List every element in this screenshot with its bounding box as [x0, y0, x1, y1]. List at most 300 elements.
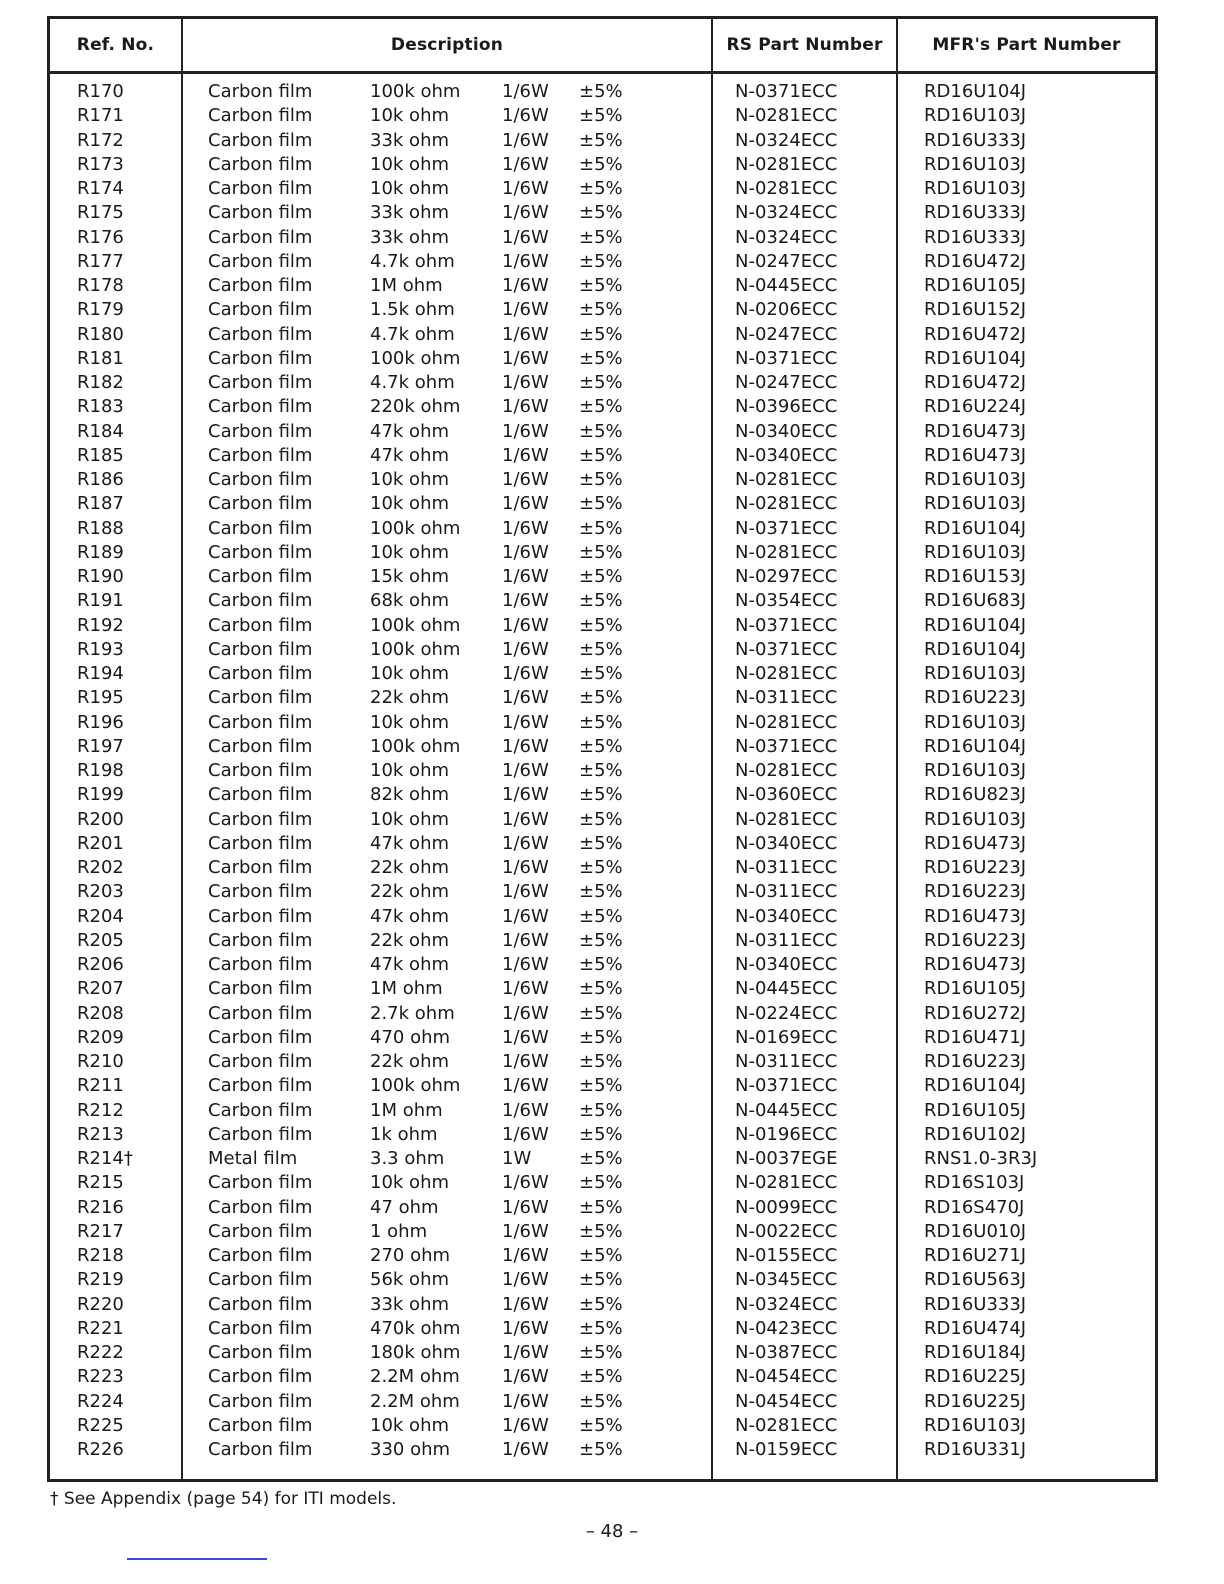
wattage-cell: 1/6W [502, 881, 549, 903]
ref-no-cell: R201 [77, 832, 124, 854]
mfr-part-cell: RD16U563J [924, 1269, 1027, 1291]
mfr-part-cell: RD16U473J [924, 832, 1027, 854]
tolerance-cell: ±5% [579, 735, 623, 757]
value-cell: 1M ohm [370, 275, 443, 296]
value-cell: 330 ohm [370, 1439, 451, 1460]
rs-part-cell: N-0454ECC [735, 1366, 838, 1388]
mfr-part-cell: RD16U224J [924, 396, 1027, 418]
mfr-part-cell: RD16U105J [924, 275, 1027, 296]
rs-part-cell: N-0371ECC [735, 614, 838, 636]
ref-no-cell: R191 [77, 590, 124, 612]
rs-part-cell: N-0281ECC [735, 541, 838, 563]
value-cell: 22k ohm [370, 929, 450, 951]
table-row [50, 226, 1155, 250]
tolerance-cell: ±5% [579, 1026, 623, 1048]
value-cell: 220k ohm [370, 396, 461, 418]
table-row [50, 80, 1155, 104]
tolerance-cell: ±5% [579, 275, 623, 296]
type-cell: Carbon film [208, 857, 313, 878]
tolerance-cell: ±5% [579, 1148, 623, 1169]
type-cell: Carbon film [208, 299, 313, 321]
tolerance-cell: ±5% [579, 590, 623, 612]
table-row [50, 1026, 1155, 1050]
wattage-cell: 1/6W [502, 1196, 549, 1218]
ref-no-cell: R183 [77, 396, 124, 418]
tolerance-cell: ±5% [579, 1172, 623, 1194]
ref-no-cell: R221 [77, 1317, 124, 1339]
table-row [50, 1390, 1155, 1414]
value-cell: 180k ohm [370, 1342, 461, 1363]
tolerance-cell: ±5% [579, 541, 623, 563]
tolerance-cell: ±5% [579, 444, 623, 466]
tolerance-cell: ±5% [579, 1269, 623, 1291]
type-cell: Carbon film [208, 517, 313, 539]
rs-part-cell: N-0281ECC [735, 493, 838, 515]
tolerance-cell: ±5% [579, 323, 623, 345]
value-cell: 2.7k ohm [370, 1002, 455, 1024]
tolerance-cell: ±5% [579, 129, 623, 151]
value-cell: 270 ohm [370, 1245, 451, 1266]
value-cell: 4.7k ohm [370, 372, 455, 393]
mfr-part-cell: RD16U333J [924, 202, 1027, 224]
table-row [50, 153, 1155, 177]
type-cell: Carbon film [208, 420, 313, 442]
rs-part-cell: N-0281ECC [735, 663, 838, 684]
mfr-part-cell: RD16U010J [924, 1220, 1027, 1242]
mfr-part-cell: RD16U225J [924, 1366, 1027, 1388]
mfr-part-cell: RD16U103J [924, 663, 1027, 684]
mfr-part-cell: RD16U104J [924, 81, 1027, 102]
table-row [50, 250, 1155, 274]
type-cell: Carbon film [208, 1317, 313, 1339]
type-cell: Carbon film [208, 226, 313, 248]
mfr-part-cell: RD16U333J [924, 226, 1027, 248]
value-cell: 3.3 ohm [370, 1148, 445, 1169]
value-cell: 10k ohm [370, 760, 450, 781]
type-cell: Carbon film [208, 1123, 313, 1145]
tolerance-cell: ±5% [579, 1317, 623, 1339]
mfr-part-cell: RD16U271J [924, 1245, 1027, 1266]
type-cell: Carbon film [208, 323, 313, 345]
type-cell: Carbon film [208, 929, 313, 951]
value-cell: 470k ohm [370, 1317, 461, 1339]
mfr-part-cell: RD16U223J [924, 1051, 1027, 1072]
type-cell: Carbon film [208, 129, 313, 151]
value-cell: 10k ohm [370, 1172, 450, 1194]
table-row [50, 1002, 1155, 1026]
wattage-cell: 1/6W [502, 905, 549, 927]
value-cell: 2.2M ohm [370, 1366, 460, 1388]
rs-part-cell: N-0340ECC [735, 905, 838, 927]
wattage-cell: 1/6W [502, 1414, 549, 1436]
wattage-cell: 1/6W [502, 1366, 549, 1388]
mfr-part-cell: RD16U104J [924, 638, 1027, 660]
wattage-cell: 1/6W [502, 396, 549, 418]
mfr-part-cell: RD16U105J [924, 978, 1027, 1000]
rs-part-cell: N-0371ECC [735, 1075, 838, 1097]
header-ref-no: Ref. No. [76, 35, 155, 55]
wattage-cell: 1/6W [502, 638, 549, 660]
mfr-part-cell: RD16U103J [924, 1414, 1027, 1436]
value-cell: 10k ohm [370, 469, 450, 490]
wattage-cell: 1/6W [502, 469, 549, 490]
wattage-cell: 1/6W [502, 1317, 549, 1339]
tolerance-cell: ±5% [579, 1099, 623, 1121]
ref-no-cell: R222 [77, 1342, 124, 1363]
ref-no-cell: R179 [77, 299, 124, 321]
table-row [50, 638, 1155, 662]
wattage-cell: 1/6W [502, 711, 549, 733]
value-cell: 47 ohm [370, 1196, 439, 1218]
type-cell: Carbon film [208, 760, 313, 781]
wattage-cell: 1/6W [502, 275, 549, 296]
wattage-cell: 1/6W [502, 323, 549, 345]
page-number: – 48 – [585, 1521, 639, 1542]
tolerance-cell: ±5% [579, 1439, 623, 1460]
mfr-part-cell: RD16U683J [924, 590, 1027, 612]
footnote: † See Appendix (page 54) for ITI models. [50, 1489, 397, 1509]
table-row [50, 929, 1155, 953]
mfr-part-cell: RD16S470J [924, 1196, 1025, 1218]
value-cell: 33k ohm [370, 202, 450, 224]
wattage-cell: 1/6W [502, 832, 549, 854]
value-cell: 100k ohm [370, 614, 461, 636]
tolerance-cell: ±5% [579, 1342, 623, 1363]
type-cell: Carbon film [208, 469, 313, 490]
mfr-part-cell: RD16U223J [924, 687, 1027, 709]
header-divider [50, 71, 1155, 74]
ref-no-cell: R180 [77, 323, 124, 345]
value-cell: 22k ohm [370, 881, 450, 903]
tolerance-cell: ±5% [579, 493, 623, 515]
type-cell: Carbon film [208, 784, 313, 806]
ref-no-cell: R189 [77, 541, 124, 563]
rs-part-cell: N-0445ECC [735, 978, 838, 1000]
table-row [50, 347, 1155, 371]
table-row [50, 177, 1155, 201]
tolerance-cell: ±5% [579, 517, 623, 539]
ref-no-cell: R181 [77, 347, 124, 369]
rs-part-cell: N-0345ECC [735, 1269, 838, 1291]
table-row [50, 1341, 1155, 1365]
tolerance-cell: ±5% [579, 808, 623, 830]
table-row [50, 1220, 1155, 1244]
rs-part-cell: N-0224ECC [735, 1002, 838, 1024]
tolerance-cell: ±5% [579, 81, 623, 102]
value-cell: 33k ohm [370, 129, 450, 151]
rs-part-cell: N-0387ECC [735, 1342, 838, 1363]
type-cell: Carbon film [208, 1172, 313, 1194]
table-row [50, 541, 1155, 565]
mfr-part-cell: RD16U104J [924, 735, 1027, 757]
ref-no-cell: R185 [77, 444, 124, 466]
ref-no-cell: R219 [77, 1269, 124, 1291]
tolerance-cell: ±5% [579, 372, 623, 393]
value-cell: 1 ohm [370, 1220, 428, 1242]
rs-part-cell: N-0445ECC [735, 275, 838, 296]
value-cell: 68k ohm [370, 590, 450, 612]
tolerance-cell: ±5% [579, 784, 623, 806]
mfr-part-cell: RD16U473J [924, 420, 1027, 442]
rs-part-cell: N-0360ECC [735, 784, 838, 806]
type-cell: Carbon film [208, 711, 313, 733]
mfr-part-cell: RD16U153J [924, 566, 1027, 587]
value-cell: 100k ohm [370, 735, 461, 757]
ref-no-cell: R195 [77, 687, 124, 709]
header-rs-part-number: RS Part Number [726, 35, 883, 55]
tolerance-cell: ±5% [579, 978, 623, 1000]
rs-part-cell: N-0371ECC [735, 517, 838, 539]
rs-part-cell: N-0247ECC [735, 250, 838, 272]
type-cell: Carbon film [208, 638, 313, 660]
type-cell: Carbon film [208, 347, 313, 369]
mfr-part-cell: RD16U474J [924, 1317, 1027, 1339]
tolerance-cell: ±5% [579, 954, 623, 975]
type-cell: Carbon film [208, 1269, 313, 1291]
wattage-cell: 1/6W [502, 1269, 549, 1291]
type-cell: Carbon film [208, 275, 313, 296]
rs-part-cell: N-0371ECC [735, 81, 838, 102]
tolerance-cell: ±5% [579, 1293, 623, 1315]
wattage-cell: 1/6W [502, 1099, 549, 1121]
wattage-cell: 1/6W [502, 929, 549, 951]
type-cell: Carbon film [208, 735, 313, 757]
tolerance-cell: ±5% [579, 1390, 623, 1412]
wattage-cell: 1/6W [502, 954, 549, 975]
wattage-cell: 1/6W [502, 493, 549, 515]
value-cell: 22k ohm [370, 687, 450, 709]
table-row [50, 905, 1155, 929]
table-row [50, 808, 1155, 832]
rs-part-cell: N-0281ECC [735, 469, 838, 490]
ref-no-cell: R220 [77, 1293, 124, 1315]
rs-part-cell: N-0340ECC [735, 954, 838, 975]
table-row [50, 420, 1155, 444]
wattage-cell: 1/6W [502, 178, 549, 199]
rs-part-cell: N-0281ECC [735, 1414, 838, 1436]
type-cell: Carbon film [208, 1196, 313, 1218]
ref-no-cell: R176 [77, 226, 124, 248]
tolerance-cell: ±5% [579, 832, 623, 854]
rs-part-cell: N-0423ECC [735, 1317, 838, 1339]
tolerance-cell: ±5% [579, 1075, 623, 1097]
type-cell: Carbon film [208, 202, 313, 224]
ref-no-cell: R225 [77, 1414, 124, 1436]
mfr-part-cell: RD16S103J [924, 1172, 1025, 1194]
table-row [50, 735, 1155, 759]
ref-no-cell: R215 [77, 1172, 124, 1194]
table-row [50, 129, 1155, 153]
tolerance-cell: ±5% [579, 881, 623, 903]
rs-part-cell: N-0297ECC [735, 566, 838, 587]
type-cell: Carbon film [208, 372, 313, 393]
tolerance-cell: ±5% [579, 638, 623, 660]
type-cell: Carbon film [208, 1390, 313, 1412]
ref-no-cell: R192 [77, 614, 124, 636]
wattage-cell: 1/6W [502, 784, 549, 806]
table-row [50, 1293, 1155, 1317]
type-cell: Carbon film [208, 687, 313, 709]
wattage-cell: 1/6W [502, 1172, 549, 1194]
table-row [50, 977, 1155, 1001]
type-cell: Carbon film [208, 1051, 313, 1072]
type-cell: Carbon film [208, 881, 313, 903]
table-row [50, 880, 1155, 904]
type-cell: Carbon film [208, 153, 313, 175]
rs-part-cell: N-0324ECC [735, 202, 838, 224]
wattage-cell: 1/6W [502, 566, 549, 587]
wattage-cell: 1/6W [502, 735, 549, 757]
table-row [50, 468, 1155, 492]
value-cell: 15k ohm [370, 566, 450, 587]
type-cell: Carbon film [208, 1099, 313, 1121]
value-cell: 10k ohm [370, 541, 450, 563]
value-cell: 22k ohm [370, 1051, 450, 1072]
tolerance-cell: ±5% [579, 566, 623, 587]
tolerance-cell: ±5% [579, 905, 623, 927]
ref-no-cell: R205 [77, 929, 124, 951]
value-cell: 100k ohm [370, 347, 461, 369]
table-row [50, 371, 1155, 395]
rs-part-cell: N-0311ECC [735, 687, 838, 709]
mfr-part-cell: RD16U333J [924, 129, 1027, 151]
table-row [50, 686, 1155, 710]
ref-no-cell: R187 [77, 493, 124, 515]
type-cell: Carbon film [208, 1220, 313, 1242]
rs-part-cell: N-0155ECC [735, 1245, 838, 1266]
value-cell: 47k ohm [370, 954, 450, 975]
value-cell: 82k ohm [370, 784, 450, 806]
mfr-part-cell: RD16U473J [924, 444, 1027, 466]
ref-no-cell: R172 [77, 129, 124, 151]
value-cell: 33k ohm [370, 226, 450, 248]
value-cell: 10k ohm [370, 153, 450, 175]
rs-part-cell: N-0371ECC [735, 638, 838, 660]
value-cell: 100k ohm [370, 638, 461, 660]
rs-part-cell: N-0247ECC [735, 372, 838, 393]
wattage-cell: 1/6W [502, 590, 549, 612]
value-cell: 33k ohm [370, 1293, 450, 1315]
table-row [50, 614, 1155, 638]
tolerance-cell: ±5% [579, 469, 623, 490]
wattage-cell: 1/6W [502, 420, 549, 442]
wattage-cell: 1/6W [502, 1075, 549, 1097]
table-row [50, 1244, 1155, 1268]
mfr-part-cell: RD16U473J [924, 954, 1027, 975]
mfr-part-cell: RD16U472J [924, 250, 1027, 272]
table-row [50, 1171, 1155, 1195]
table-row [50, 492, 1155, 516]
type-cell: Carbon film [208, 250, 313, 272]
tolerance-cell: ±5% [579, 202, 623, 224]
mfr-part-cell: RD16U472J [924, 323, 1027, 345]
ref-no-cell: R203 [77, 881, 124, 903]
ref-no-cell: R171 [77, 105, 124, 127]
wattage-cell: 1/6W [502, 105, 549, 127]
type-cell: Carbon film [208, 954, 313, 975]
table-row [50, 517, 1155, 541]
rs-part-cell: N-0354ECC [735, 590, 838, 612]
table-row [50, 1123, 1155, 1147]
wattage-cell: 1/6W [502, 372, 549, 393]
mfr-part-cell: RD16U473J [924, 905, 1027, 927]
tolerance-cell: ±5% [579, 420, 623, 442]
type-cell: Carbon film [208, 905, 313, 927]
value-cell: 100k ohm [370, 1075, 461, 1097]
type-cell: Metal film [208, 1148, 298, 1169]
wattage-cell: 1/6W [502, 153, 549, 175]
wattage-cell: 1/6W [502, 541, 549, 563]
rs-part-cell: N-0281ECC [735, 808, 838, 830]
tolerance-cell: ±5% [579, 857, 623, 878]
mfr-part-cell: RD16U103J [924, 760, 1027, 781]
header-mfr-part-number: MFR's Part Number [932, 35, 1121, 55]
value-cell: 47k ohm [370, 905, 450, 927]
mfr-part-cell: RD16U105J [924, 1099, 1027, 1121]
tolerance-cell: ±5% [579, 760, 623, 781]
table-row [50, 565, 1155, 589]
ref-no-cell: R204 [77, 905, 124, 927]
ref-no-cell: R194 [77, 663, 124, 684]
tolerance-cell: ±5% [579, 1002, 623, 1024]
rs-part-cell: N-0099ECC [735, 1196, 838, 1218]
tolerance-cell: ±5% [579, 711, 623, 733]
parts-table [47, 16, 1158, 1482]
tolerance-cell: ±5% [579, 178, 623, 199]
value-cell: 47k ohm [370, 444, 450, 466]
value-cell: 470 ohm [370, 1026, 451, 1048]
table-row [50, 1147, 1155, 1171]
wattage-cell: 1/6W [502, 1293, 549, 1315]
mfr-part-cell: RD16U104J [924, 517, 1027, 539]
value-cell: 10k ohm [370, 105, 450, 127]
rs-part-cell: N-0445ECC [735, 1099, 838, 1121]
ref-no-cell: R177 [77, 250, 124, 272]
rs-part-cell: N-0281ECC [735, 153, 838, 175]
tolerance-cell: ±5% [579, 687, 623, 709]
type-cell: Carbon film [208, 1002, 313, 1024]
value-cell: 1M ohm [370, 1099, 443, 1121]
table-row [50, 1414, 1155, 1438]
table-row [50, 759, 1155, 783]
wattage-cell: 1/6W [502, 1051, 549, 1072]
table-row [50, 1268, 1155, 1292]
mfr-part-cell: RD16U104J [924, 1075, 1027, 1097]
rs-part-cell: N-0196ECC [735, 1123, 838, 1145]
wattage-cell: 1/6W [502, 978, 549, 1000]
table-row [50, 298, 1155, 322]
value-cell: 100k ohm [370, 81, 461, 102]
ref-no-cell: R173 [77, 153, 124, 175]
ref-no-cell: R211 [77, 1075, 124, 1097]
wattage-cell: 1/6W [502, 347, 549, 369]
mfr-part-cell: RD16U225J [924, 1390, 1027, 1412]
type-cell: Carbon film [208, 541, 313, 563]
type-cell: Carbon film [208, 1439, 313, 1460]
mfr-part-cell: RNS1.0-3R3J [924, 1148, 1038, 1169]
mfr-part-cell: RD16U223J [924, 857, 1027, 878]
ref-no-cell: R170 [77, 81, 124, 102]
rs-part-cell: N-0281ECC [735, 711, 838, 733]
wattage-cell: 1/6W [502, 687, 549, 709]
rs-part-cell: N-0281ECC [735, 1172, 838, 1194]
mfr-part-cell: RD16U103J [924, 711, 1027, 733]
table-row [50, 953, 1155, 977]
mfr-part-cell: RD16U103J [924, 808, 1027, 830]
rs-part-cell: N-0169ECC [735, 1026, 838, 1048]
mfr-part-cell: RD16U104J [924, 347, 1027, 369]
table-row [50, 104, 1155, 128]
